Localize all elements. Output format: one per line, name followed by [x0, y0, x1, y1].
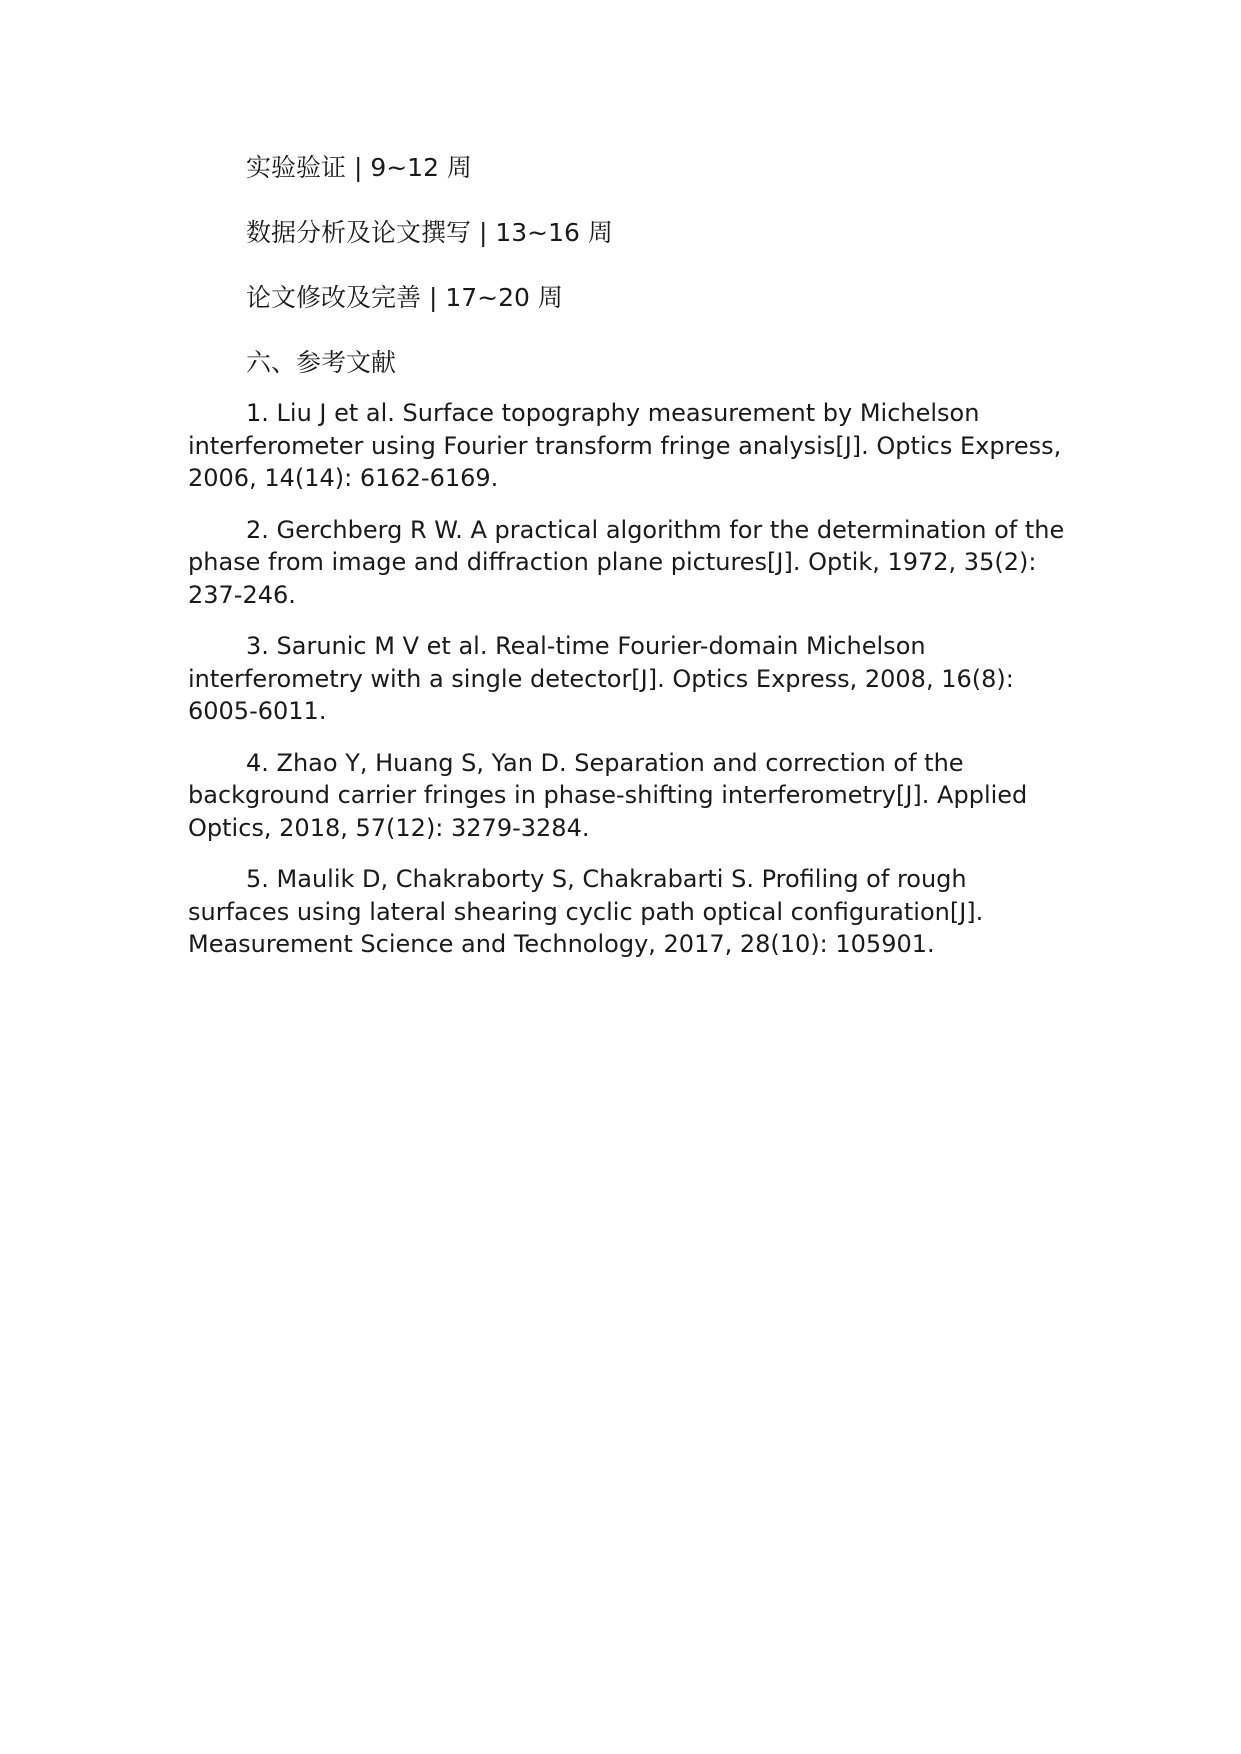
- schedule-line-experiment: 实验验证 | 9~12 周: [246, 153, 472, 182]
- reference-item-3: 3. Sarunic M V et al. Real-time Fourier-domain Michelson interferometry with a single detector[J]. Optics Express, 2008, 16(8): 6005-6011.: [188, 632, 1014, 725]
- reference-item-2: 2. Gerchberg R W. A practical algorithm for the determination of the phase from image and diffraction plane pictures[J]. Optik, 1972, 35(2): 237-246.: [188, 515, 1065, 609]
- reference-item-1: 1. Liu J et al. Surface topography measurement by Michelson interferometer using Fourier transform fringe analysis[J]. Optics Express, 2006, 14(14): 6162-6169.: [188, 399, 1062, 492]
- references-heading: 六、参考文献: [246, 348, 397, 377]
- reference-item-4: 4. Zhao Y, Huang S, Yan D. Separation and correction of the background carrier fringes in phase-shifting interferometry[J]. Applied Optics, 2018, 57(12): 3279-3284.: [188, 748, 1028, 842]
- schedule-section: [188, 150, 1068, 316]
- reference-item-5: 5. Maulik D, Chakraborty S, Chakrabarti S. Profiling of rough surfaces using lateral shearing cyclic path optical configuration[J]. Measurement Science and Technology, 2017, 28(10): 105901.: [188, 865, 984, 958]
- reference-list: [188, 397, 1068, 961]
- page-content: [188, 150, 1068, 980]
- schedule-line-analysis: 数据分析及论文撰写 | 13~16 周: [246, 218, 613, 247]
- schedule-line-revision: 论文修改及完善 | 17~20 周: [246, 283, 563, 312]
